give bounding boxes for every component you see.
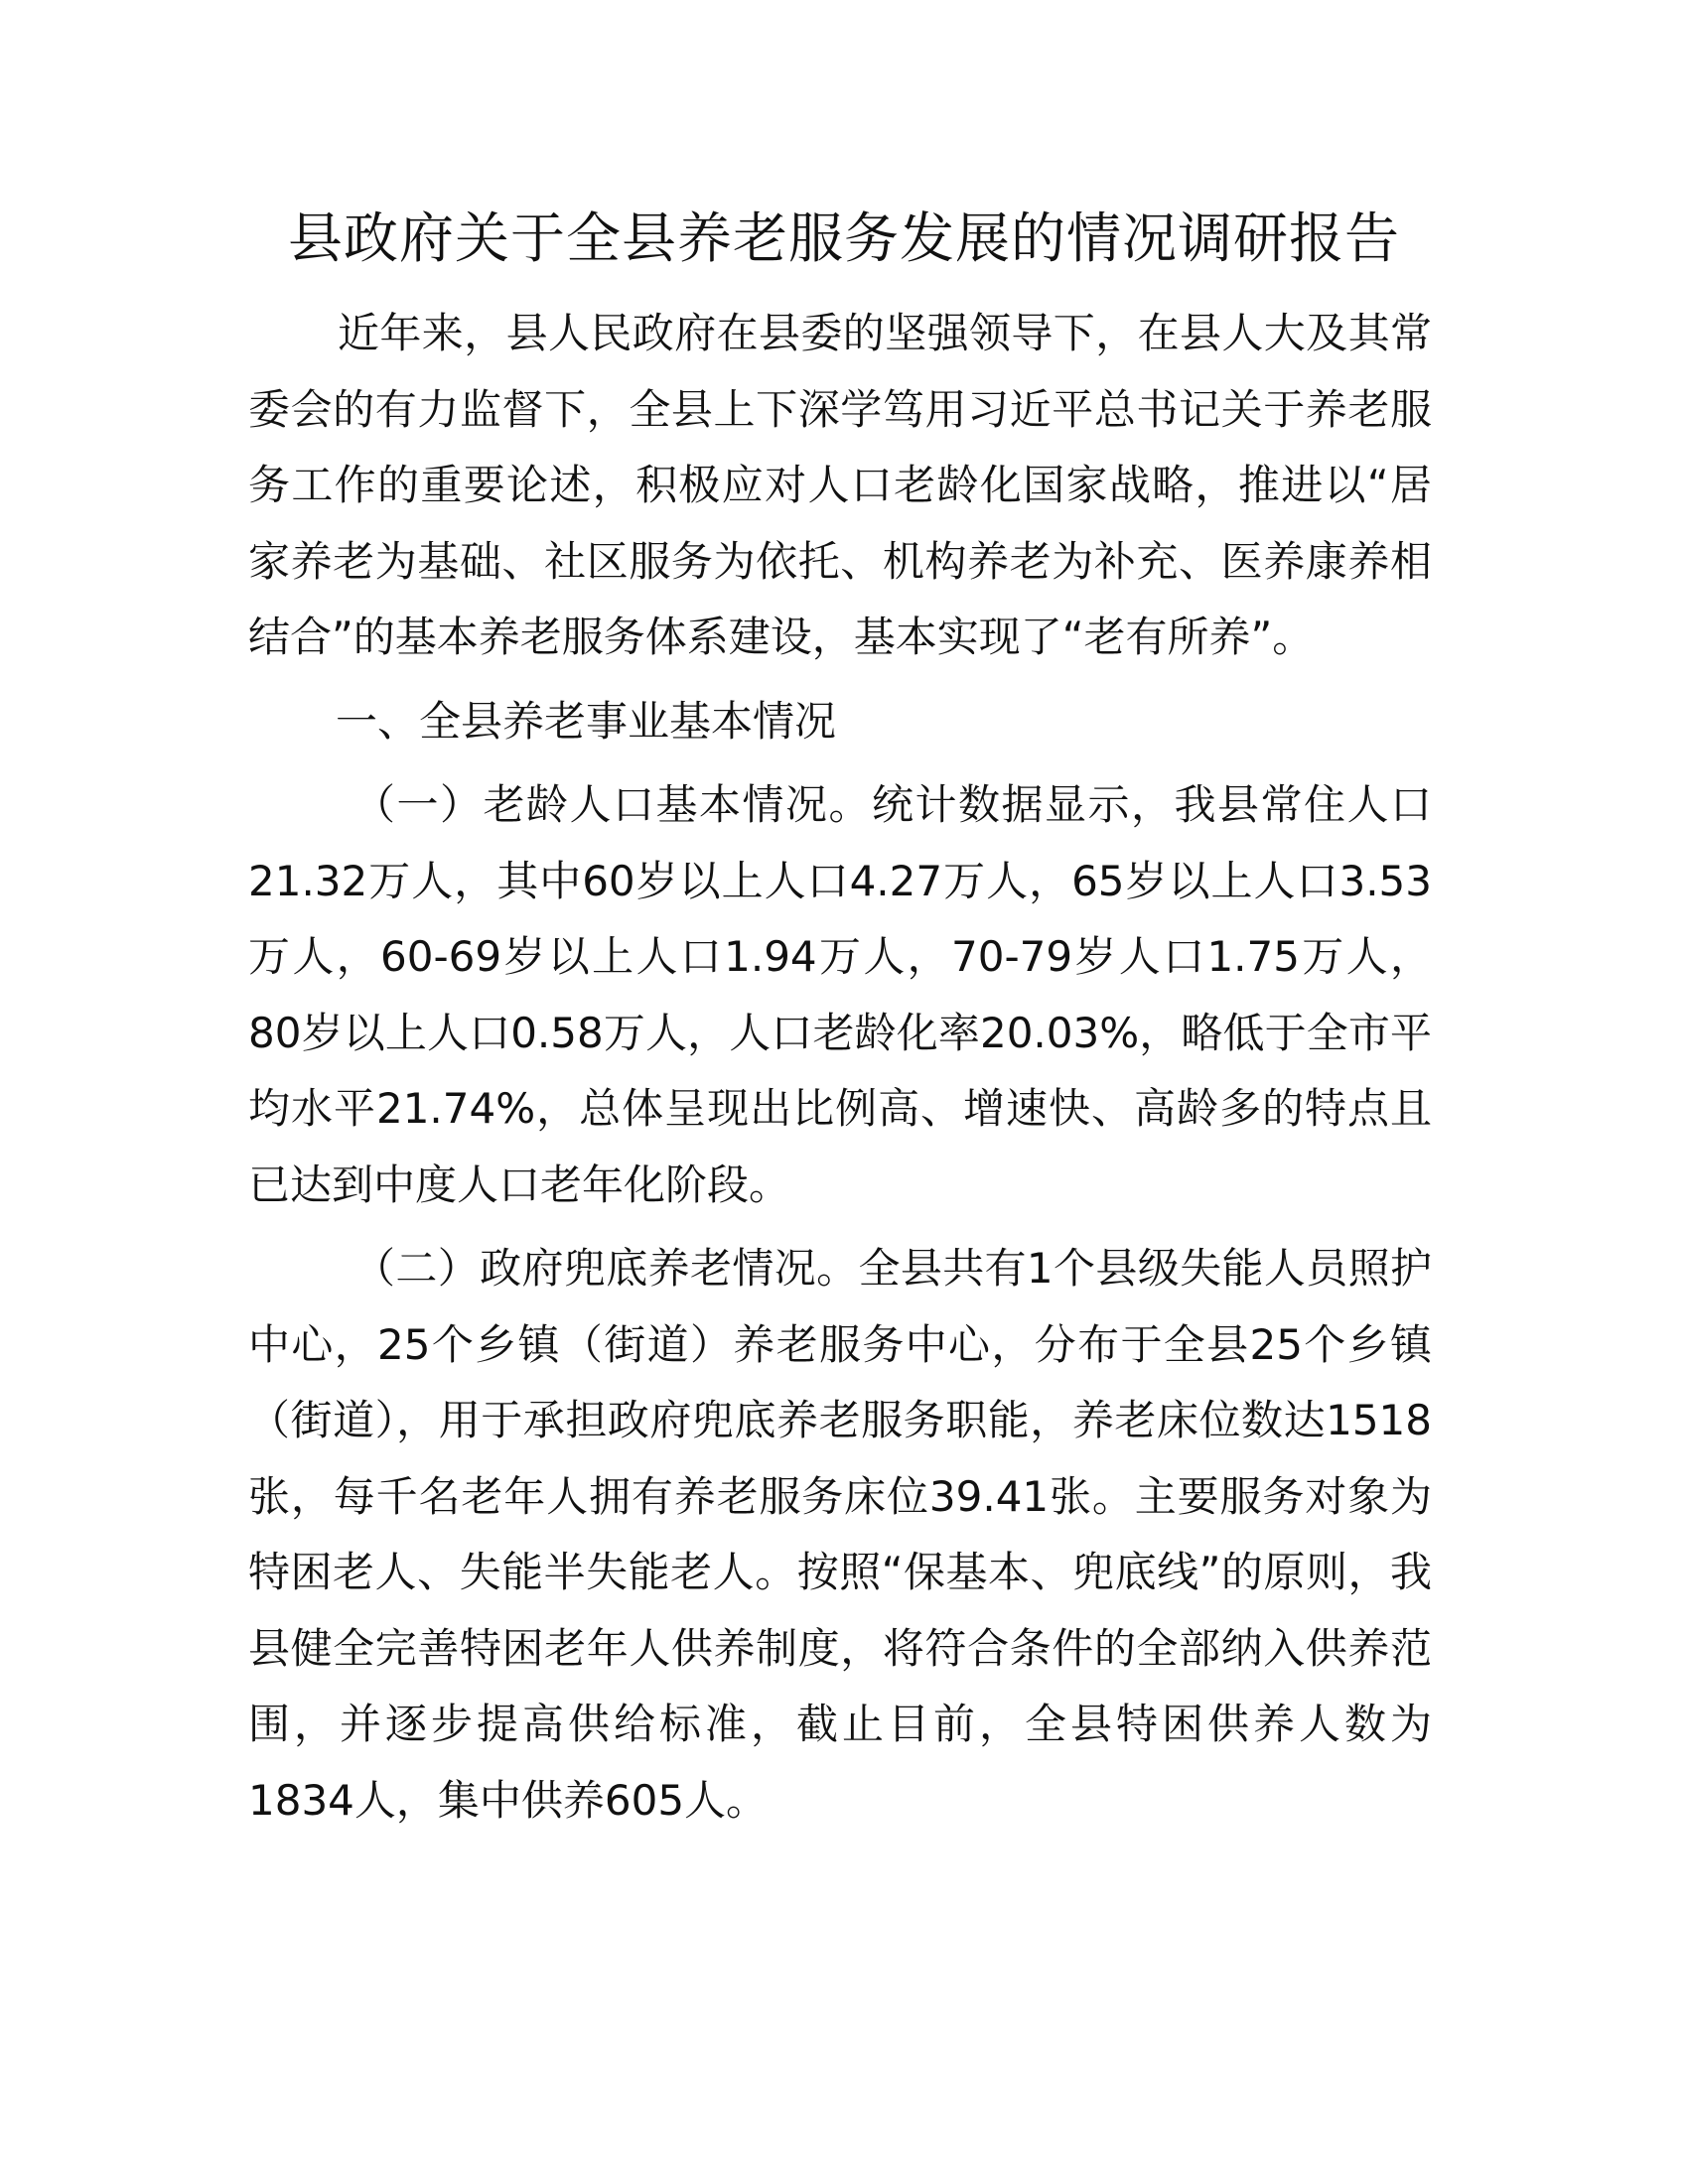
subsection-2-paragraph: （二）政府兜底养老情况。全县共有1个县级失能人员照护中心，25个乡镇（街道）养老服务中心，分布于全县25个乡镇（街道），用于承担政府兜底养老服务职能，养老床位数达1518张，每千名老年人拥有养老服务床位39.41张。主要服务对象为特困老人、失能半失能老人。按照“保基本、兜底线”的原则，我县健全完善特困老年人供养制度，将符合条件的全部纳入供养范围，并逐步提高供给标准，截止目前，全县特困供养人数为1834人，集中供养605人。 — [248, 1244, 1432, 1825]
paragraph-gap — [248, 759, 1432, 767]
page-title: 县政府关于全县养老服务发展的情况调研报告 — [287, 206, 1400, 270]
subsection-1-paragraph: （一）老龄人口基本情况。统计数据显示，我县常住人口21.32万人，其中60岁以上人口4.27万人，65岁以上人口3.53万人，60-69岁以上人口1.94万人，70-79岁人口1.75万人，80岁以上人口0.58万人，人口老龄化率20.03%，略低于全市平均水平21.74%，总体呈现出比例高、增速快、高龄多的特点且已达到中度人口老年化阶段。 — [248, 780, 1432, 1209]
paragraph-gap — [248, 1223, 1432, 1231]
paragraph-gap — [248, 676, 1432, 684]
intro-paragraph: 近年来，县人民政府在县委的坚强领导下，在县人大及其常委会的有力监督下，全县上下深学笃用习近平总书记关于养老服务工作的重要论述，积极应对人口老龄化国家战略，推进以“居家养老为基础、社区服务为依托、机构养老为补充、医养康养相结合”的基本养老服务体系建设，基本实现了“老有所养”。 — [248, 309, 1432, 661]
document-body — [248, 296, 1432, 1839]
section-heading: 一、全县养老事业基本情况 — [336, 696, 837, 746]
